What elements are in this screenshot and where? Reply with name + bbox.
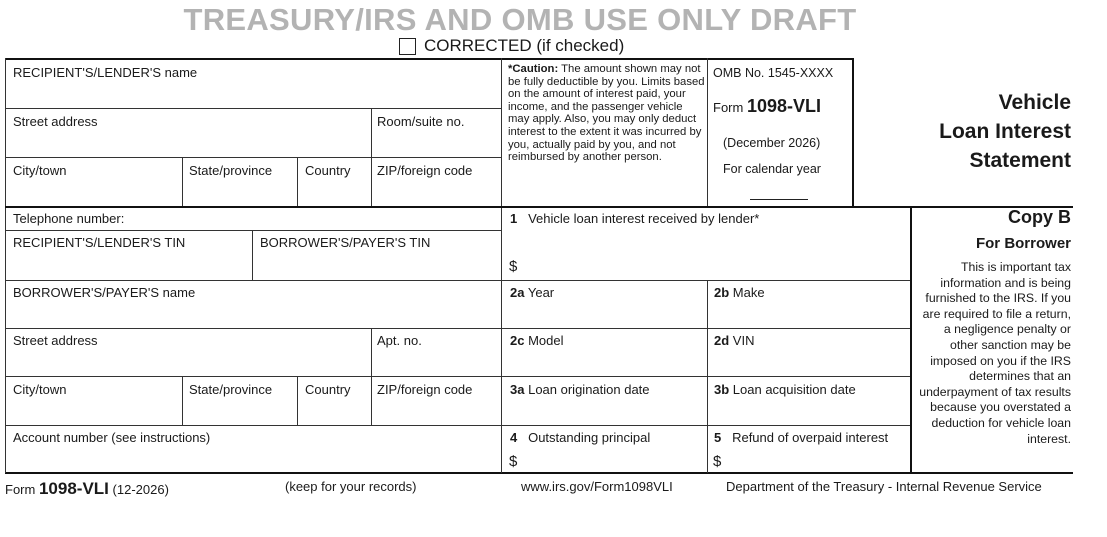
box1-label: 1 Vehicle loan interest received by lender* [510,211,760,226]
borrower-state-label: State/province [189,382,273,397]
box2b-label: 2b Make [714,285,765,300]
footer-keep-note: (keep for your records) [285,479,417,494]
borrower-city-label: City/town [13,382,67,397]
recipient-zip-label: ZIP/foreign code [377,163,473,178]
form-prefix: Form [713,100,744,115]
account-number-label: Account number (see instructions) [13,430,211,445]
box3b-label: 3b Loan acquisition date [714,382,856,397]
recipient-tin-label: RECIPIENT'S/LENDER'S TIN [13,235,186,250]
caution-note [508,63,706,164]
box3a-label: 3a Loan origination date [510,382,650,397]
form-number: 1098-VLI [746,96,822,116]
box1-amount-field[interactable] [520,250,905,278]
box1-dollar: $ [509,258,518,275]
calendar-year-field[interactable] [750,199,808,200]
box2d-label: 2d VIN [714,333,755,348]
calendar-year-label: For calendar year [723,162,821,176]
borrower-tin-label: BORROWER'S/PAYER'S TIN [260,235,431,250]
caution-heading: *Caution: [508,63,559,75]
recipient-name-field[interactable] [6,80,500,107]
form-revision: (December 2026) [723,136,821,150]
footer-form-id: Form 1098-VLI (12-2026) [5,479,169,498]
telephone-label: Telephone number: [13,211,125,226]
copy-title: Copy B [1008,207,1071,227]
corrected-checkbox[interactable] [399,38,416,55]
box5-label: 5 Refund of overpaid interest [714,430,889,445]
draft-banner: TREASURY/IRS AND OMB USE ONLY DRAFT [183,2,857,37]
recipient-city-label: City/town [13,163,67,178]
recipient-state-label: State/province [189,163,273,178]
box2a-label: 2a Year [510,285,555,300]
borrower-street-label: Street address [13,333,98,348]
recipient-room-label: Room/suite no. [377,114,465,129]
box4-label: 4 Outstanding principal [510,430,651,445]
copy-subtitle: For Borrower [975,235,1071,252]
form-number-header [713,96,821,117]
caution-text: The amount shown may not be fully deductible by you. Limits based on the amount of interest paid, your income, and the passenger vehicle may apply. Also, you may only deduct interest to the extent it was incurred by you, actually paid by you, and not reimbursed by another person. [508,63,705,164]
box2c-label: 2c Model [510,333,564,348]
footer-department: Department of the Treasury - Internal Revenue Service [726,479,1042,494]
borrower-name-label: BORROWER'S/PAYER'S name [13,285,196,300]
recipient-street-label: Street address [13,114,98,129]
borrower-country-label: Country [305,382,351,397]
box5-dollar: $ [713,453,722,470]
borrower-zip-label: ZIP/foreign code [377,382,473,397]
footer-url-link[interactable]: www.irs.gov/Form1098VLI [521,479,673,494]
recipient-country-label: Country [305,163,351,178]
copy-notice: This is important tax information and is being furnished to the IRS. If you are required to file a return, a negligence penalty or other sanction may be imposed on you if the IRS determines that an underpayment of tax results because you overstated a deduction for vehicle loan interest. [919,260,1071,446]
corrected-label: CORRECTED (if checked) [424,36,625,55]
recipient-name-label: RECIPIENT'S/LENDER'S name [13,65,198,80]
borrower-apt-label: Apt. no. [377,333,422,348]
omb-number: OMB No. 1545-XXXX [713,66,834,80]
box4-dollar: $ [509,453,518,470]
form-title: Vehicle Loan Interest Statement [939,91,1071,172]
corrected-checkbox-row[interactable] [399,36,624,56]
